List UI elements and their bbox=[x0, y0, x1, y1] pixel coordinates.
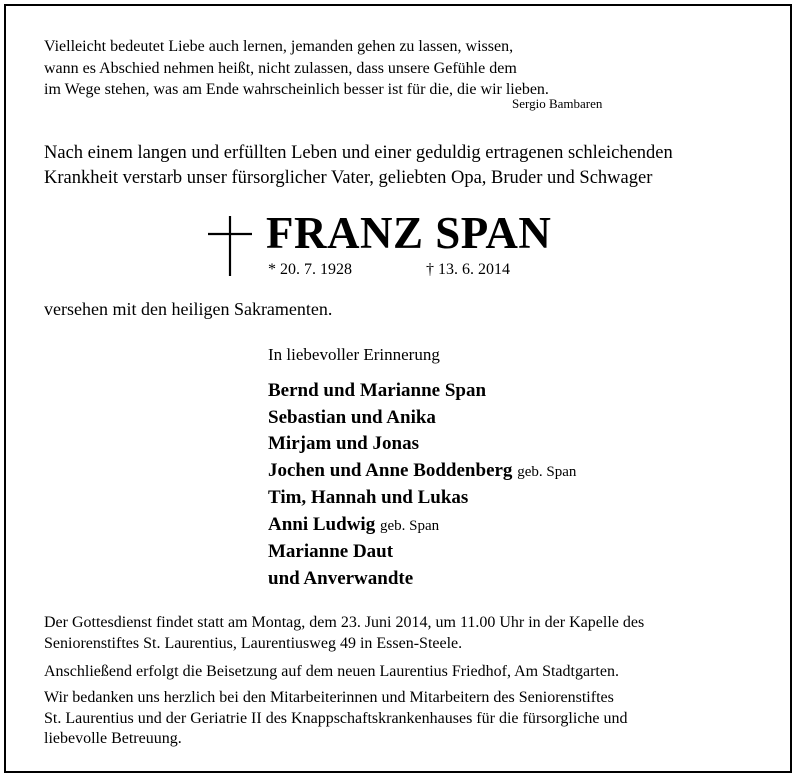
info-line: Der Gottesdienst findet statt am Montag, dem 23. Juni 2014, um 11.00 Uhr in der Kapelle des bbox=[44, 614, 645, 631]
intro-line: Nach einem langen und erfüllten Leben und einer geduldig ertragenen schleichenden bbox=[44, 143, 673, 163]
family-member bbox=[268, 512, 576, 540]
quote-line: Vielleicht bedeutet Liebe auch lernen, jemanden gehen zu lassen, wissen, bbox=[44, 38, 514, 55]
family-member-name: Bernd und Marianne Span bbox=[268, 380, 487, 401]
birth-date: * 20. 7. 1928 bbox=[268, 261, 352, 278]
family-member-note: geb. Span bbox=[517, 463, 577, 480]
family-list bbox=[268, 378, 576, 592]
family-member bbox=[268, 405, 576, 432]
family-member-name: Sebastian und Anika bbox=[268, 406, 436, 428]
info-line: Wir bedanken uns herzlich bei den Mitarbeiterinnen und Mitarbeitern des Seniorenstiftes bbox=[44, 689, 614, 706]
quote-author: Sergio Bambaren bbox=[512, 96, 603, 111]
family-member-name: Jochen und Anne Boddenberg bbox=[268, 459, 513, 481]
family-member bbox=[268, 458, 576, 486]
family-member bbox=[268, 431, 576, 458]
family-member-name: Anni Ludwig bbox=[268, 513, 376, 535]
family-member bbox=[268, 539, 576, 566]
service-info bbox=[44, 613, 644, 654]
intro-line: Krankheit verstarb unser fürsorglicher Vater, geliebten Opa, Bruder und Schwager bbox=[44, 168, 653, 188]
cross-icon bbox=[208, 216, 252, 276]
quote-text bbox=[44, 36, 549, 101]
family-member-name: Marianne Daut bbox=[268, 541, 394, 562]
intro-text bbox=[44, 141, 673, 191]
info-line: Anschließend erfolgt die Beisetzung auf dem neuen Laurentius Friedhof, Am Stadtgarten. bbox=[44, 663, 619, 680]
family-member bbox=[268, 485, 576, 512]
info-line: St. Laurentius und der Geriatrie II des Knappschaftskrankenhauses für die fürsorgliche und bbox=[44, 709, 628, 727]
thanks-info bbox=[44, 688, 628, 750]
deceased-name: FRANZ SPAN bbox=[266, 208, 552, 258]
family-member-note: geb. Span bbox=[379, 517, 440, 534]
quote-line: im Wege stehen, was am Ende wahrscheinlich besser ist für die, die wir lieben. bbox=[44, 81, 549, 98]
family-member-name: Tim, Hannah und Lukas bbox=[268, 487, 469, 508]
memory-text: In liebevoller Erinnerung bbox=[268, 345, 440, 364]
info-line: liebevolle Betreuung. bbox=[44, 730, 182, 747]
family-member bbox=[268, 566, 576, 593]
family-member-name: Mirjam und Jonas bbox=[268, 433, 419, 454]
burial-info bbox=[44, 662, 619, 683]
family-member bbox=[268, 378, 576, 405]
death-date: † 13. 6. 2014 bbox=[426, 261, 510, 278]
sacraments-text: versehen mit den heiligen Sakramenten. bbox=[44, 299, 333, 319]
family-member-name: und Anverwandte bbox=[268, 567, 414, 589]
quote-line: wann es Abschied nehmen heißt, nicht zulassen, dass unsere Gefühle dem bbox=[44, 59, 517, 77]
info-line: Seniorenstiftes St. Laurentius, Laurentiusweg 49 in Essen-Steele. bbox=[44, 634, 463, 652]
